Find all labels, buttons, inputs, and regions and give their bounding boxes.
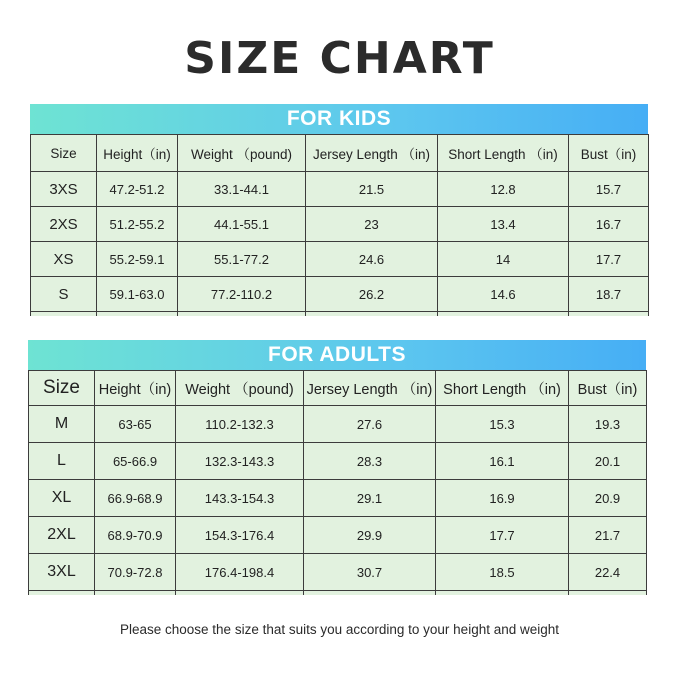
- short-length-cell: 14: [438, 242, 569, 277]
- short-length-cell: 16.9: [436, 480, 569, 517]
- kids-header-weight: Weight （pound): [178, 135, 306, 172]
- adults-header-bust: Bust（in): [569, 371, 647, 406]
- height-cell: 47.2-51.2: [97, 172, 178, 207]
- weight-cell: 44.1-55.1: [178, 207, 306, 242]
- kids-row-3xs: [31, 172, 649, 207]
- short-length-cell: 18.5: [436, 554, 569, 591]
- adults-header-short-length: Short Length （in): [436, 371, 569, 406]
- kids-header-jersey-length: Jersey Length （in): [306, 135, 438, 172]
- bust-cell: 20.1: [569, 443, 647, 480]
- weight-cell: 132.3-143.3: [176, 443, 304, 480]
- short-length-cell: 17.7: [436, 517, 569, 554]
- bust-cell: 17.7: [569, 242, 649, 277]
- bust-cell: 15.7: [569, 172, 649, 207]
- weight-cell: 110.2-132.3: [176, 406, 304, 443]
- adults-header-size: Size: [29, 371, 95, 406]
- height-cell: 68.9-70.9: [95, 517, 176, 554]
- weight-cell: 77.2-110.2: [178, 277, 306, 312]
- adults-banner: FOR ADULTS: [28, 340, 646, 370]
- weight-cell: 176.4-198.4: [176, 554, 304, 591]
- weight-cell: 55.1-77.2: [178, 242, 306, 277]
- adults-table-bottom-edge: [29, 591, 647, 596]
- size-cell: M: [29, 406, 95, 443]
- bust-cell: 20.9: [569, 480, 647, 517]
- weight-cell: 33.1-44.1: [178, 172, 306, 207]
- height-cell: 59.1-63.0: [97, 277, 178, 312]
- jersey-length-cell: 30.7: [304, 554, 436, 591]
- short-length-cell: 12.8: [438, 172, 569, 207]
- kids-header-size: Size: [31, 135, 97, 172]
- size-cell: XS: [31, 242, 97, 277]
- jersey-length-cell: 26.2: [306, 277, 438, 312]
- size-cell: S: [31, 277, 97, 312]
- chart-title: SIZE CHART: [184, 33, 495, 84]
- kids-row-xs: [31, 242, 649, 277]
- bust-cell: 22.4: [569, 554, 647, 591]
- weight-cell: 143.3-154.3: [176, 480, 304, 517]
- short-length-cell: 15.3: [436, 406, 569, 443]
- adults-header-jersey-length: Jersey Length （in): [304, 371, 436, 406]
- jersey-length-cell: 24.6: [306, 242, 438, 277]
- adults-size-table: [28, 370, 647, 595]
- adults-header-height: Height（in): [95, 371, 176, 406]
- short-length-cell: 13.4: [438, 207, 569, 242]
- size-cell: 2XS: [31, 207, 97, 242]
- jersey-length-cell: 29.9: [304, 517, 436, 554]
- kids-header-row: [31, 135, 649, 172]
- height-cell: 51.2-55.2: [97, 207, 178, 242]
- jersey-length-cell: 28.3: [304, 443, 436, 480]
- jersey-length-cell: 29.1: [304, 480, 436, 517]
- size-cell: 3XL: [29, 554, 95, 591]
- kids-header-height: Height（in): [97, 135, 178, 172]
- height-cell: 70.9-72.8: [95, 554, 176, 591]
- adults-header-row: [29, 371, 647, 406]
- adults-row-2xl: [29, 517, 647, 554]
- height-cell: 63-65: [95, 406, 176, 443]
- bust-cell: 16.7: [569, 207, 649, 242]
- size-cell: 2XL: [29, 517, 95, 554]
- kids-banner: FOR KIDS: [30, 104, 648, 134]
- adults-row-l: [29, 443, 647, 480]
- footer-note: Please choose the size that suits you according to your height and weight: [119, 622, 560, 637]
- kids-section: [30, 104, 648, 316]
- jersey-length-cell: 23: [306, 207, 438, 242]
- weight-cell: 154.3-176.4: [176, 517, 304, 554]
- adults-row-m: [29, 406, 647, 443]
- bust-cell: 19.3: [569, 406, 647, 443]
- bust-cell: 21.7: [569, 517, 647, 554]
- jersey-length-cell: 27.6: [304, 406, 436, 443]
- kids-size-table: [30, 134, 649, 316]
- kids-table-bottom-edge: [31, 312, 649, 317]
- size-cell: XL: [29, 480, 95, 517]
- height-cell: 65-66.9: [95, 443, 176, 480]
- adults-header-weight: Weight （pound): [176, 371, 304, 406]
- adults-row-3xl: [29, 554, 647, 591]
- kids-row-s: [31, 277, 649, 312]
- bust-cell: 18.7: [569, 277, 649, 312]
- adults-section: [28, 340, 646, 595]
- kids-row-2xs: [31, 207, 649, 242]
- jersey-length-cell: 21.5: [306, 172, 438, 207]
- kids-header-bust: Bust（in): [569, 135, 649, 172]
- adults-row-xl: [29, 480, 647, 517]
- size-cell: 3XS: [31, 172, 97, 207]
- height-cell: 66.9-68.9: [95, 480, 176, 517]
- short-length-cell: 16.1: [436, 443, 569, 480]
- short-length-cell: 14.6: [438, 277, 569, 312]
- size-cell: L: [29, 443, 95, 480]
- kids-header-short-length: Short Length （in): [438, 135, 569, 172]
- height-cell: 55.2-59.1: [97, 242, 178, 277]
